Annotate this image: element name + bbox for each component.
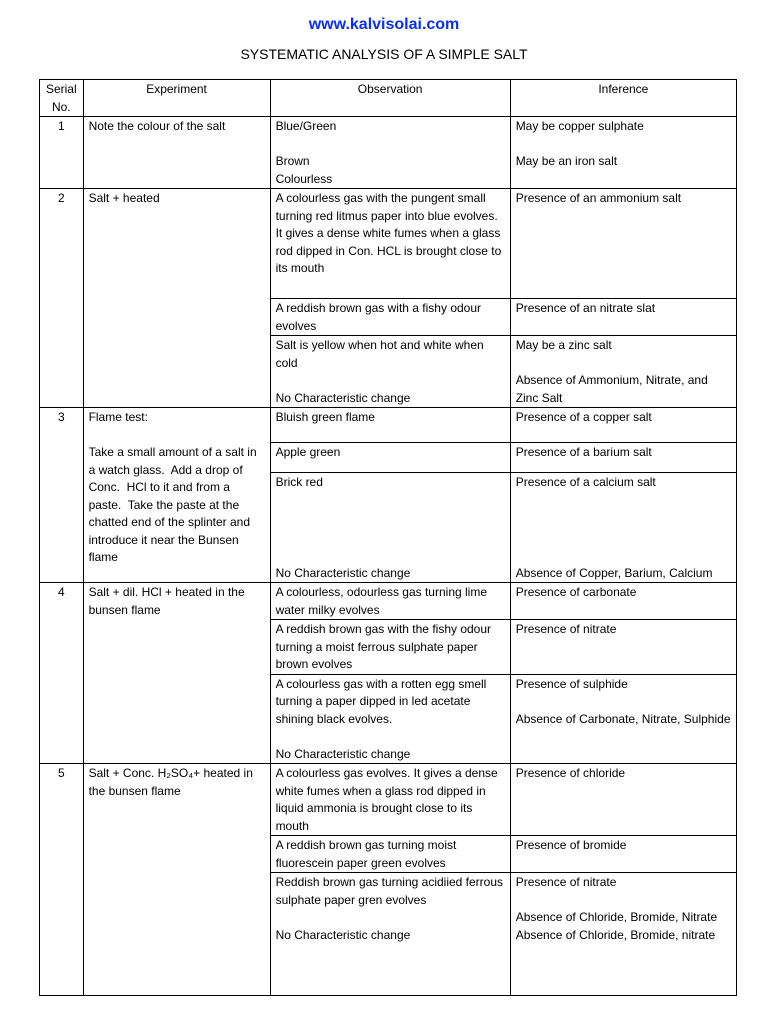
inference-cell xyxy=(510,674,736,764)
inference-cell xyxy=(510,336,736,408)
observation-cell: A reddish brown gas turning moist fluorescein paper green evolves xyxy=(270,836,510,873)
experiment-cell: Note the colour of the salt xyxy=(83,117,270,189)
observation-cell xyxy=(270,117,510,189)
serial-cell: 2 xyxy=(40,189,84,408)
inference-text: Presence of a calcium salt xyxy=(515,475,656,489)
observation-cell: Apple green xyxy=(270,443,510,473)
experiment-cell: Salt + heated xyxy=(83,189,270,408)
table-row xyxy=(40,764,737,836)
observation-text: Brown xyxy=(275,154,310,168)
table-row xyxy=(40,583,737,620)
inference-text: Absence of Chloride, Bromide, nitrate xyxy=(515,927,716,942)
table-header-row xyxy=(40,80,737,117)
inference-text: May be an iron salt xyxy=(515,154,618,168)
observation-cell: A reddish brown gas with a fishy odour evolves xyxy=(270,299,510,336)
serial-cell: 3 xyxy=(40,408,84,583)
observation-cell: A colourless gas with the pungent small turning red litmus paper into blue evolves. It gives a dense white fumes when a glass rod dipped in Con. HCL is brought close to its mouth xyxy=(270,189,510,299)
observation-text: A colourless gas with a rotten egg smell turning a paper dipped in led acetate shining black evolves. xyxy=(275,676,490,726)
inference-cell xyxy=(510,873,736,996)
inference-text: Presence of sulphide xyxy=(515,676,628,691)
experiment-cell xyxy=(83,408,270,583)
document-title: SYSTEMATIC ANALYSIS OF A SIMPLE SALT xyxy=(240,46,528,62)
experiment-cell: Salt + Conc. H₂SO₄+ heated in the bunsen flame xyxy=(83,764,270,996)
serial-cell: 1 xyxy=(40,117,84,189)
header-serial: Serial No. xyxy=(40,80,84,117)
table-row xyxy=(40,189,737,299)
observation-cell: A reddish brown gas with the fishy odour turning a moist ferrous sulphate paper brown evolves xyxy=(270,620,510,675)
observation-cell xyxy=(270,873,510,996)
observation-cell xyxy=(270,473,510,583)
serial-cell: 4 xyxy=(40,583,84,764)
observation-text: Salt is yellow when hot and white when cold xyxy=(275,338,488,370)
header-observation: Observation xyxy=(270,80,510,117)
inference-cell xyxy=(510,473,736,583)
serial-cell: 5 xyxy=(40,764,84,996)
observation-cell: A colourless, odourless gas turning lime water milky evolves xyxy=(270,583,510,620)
inference-text: May be copper sulphate xyxy=(515,119,644,133)
inference-text: Presence of nitrate xyxy=(515,875,617,889)
observation-text: Blue/Green xyxy=(275,119,337,133)
inference-cell: Presence of an nitrate slat xyxy=(510,299,736,336)
header-inference: Inference xyxy=(510,80,736,117)
observation-cell: Bluish green flame xyxy=(270,408,510,443)
inference-cell xyxy=(510,117,736,189)
site-url[interactable]: www.kalvisolai.com xyxy=(308,16,460,33)
observation-text: No Characteristic change xyxy=(275,390,411,405)
inference-cell: Presence of chloride xyxy=(510,764,736,836)
observation-text: No Characteristic change xyxy=(275,746,411,761)
observation-text: No Characteristic change xyxy=(275,565,411,580)
inference-cell: Presence of a copper salt xyxy=(510,408,736,443)
inference-text: Absence of Ammonium, Nitrate, and Zinc Salt xyxy=(515,373,712,405)
inference-text: Absence of Carbonate, Nitrate, Sulphide xyxy=(515,711,731,726)
experiment-cell: Salt + dil. HCl + heated in the bunsen flame xyxy=(83,583,270,764)
observation-text: No Characteristic change xyxy=(275,927,411,942)
experiment-heading: Flame test: xyxy=(88,410,148,424)
observation-cell xyxy=(270,674,510,764)
observation-text: Reddish brown gas turning acidiied ferrous sulphate paper gren evolves xyxy=(275,875,507,907)
analysis-table xyxy=(39,79,737,996)
observation-text: Colourless xyxy=(275,171,333,186)
observation-cell: A colourless gas evolves. It gives a dense white fumes when a glass rod dipped in liquid ammonia is brought close to its mouth xyxy=(270,764,510,836)
inference-cell: Presence of carbonate xyxy=(510,583,736,620)
inference-text: May be a zinc salt xyxy=(515,338,612,352)
observation-text: Brick red xyxy=(275,475,323,489)
inference-text: Absence of Chloride, Bromide, Nitrate xyxy=(515,910,718,924)
table-row xyxy=(40,408,737,443)
inference-text: Absence of Copper, Barium, Calcium xyxy=(515,565,713,580)
inference-cell: Presence of an ammonium salt xyxy=(510,189,736,299)
experiment-text: Take a small amount of a salt in a watch glass. Add a drop of Conc. HCl to it and from a paste. Take the paste at the chatted end of the splinter and introduce it near the Bunsen flame xyxy=(88,445,260,564)
inference-cell: Presence of a barium salt xyxy=(510,443,736,473)
header-experiment: Experiment xyxy=(83,80,270,117)
inference-cell: Presence of bromide xyxy=(510,836,736,873)
observation-cell xyxy=(270,336,510,408)
inference-cell: Presence of nitrate xyxy=(510,620,736,675)
table-row xyxy=(40,117,737,189)
